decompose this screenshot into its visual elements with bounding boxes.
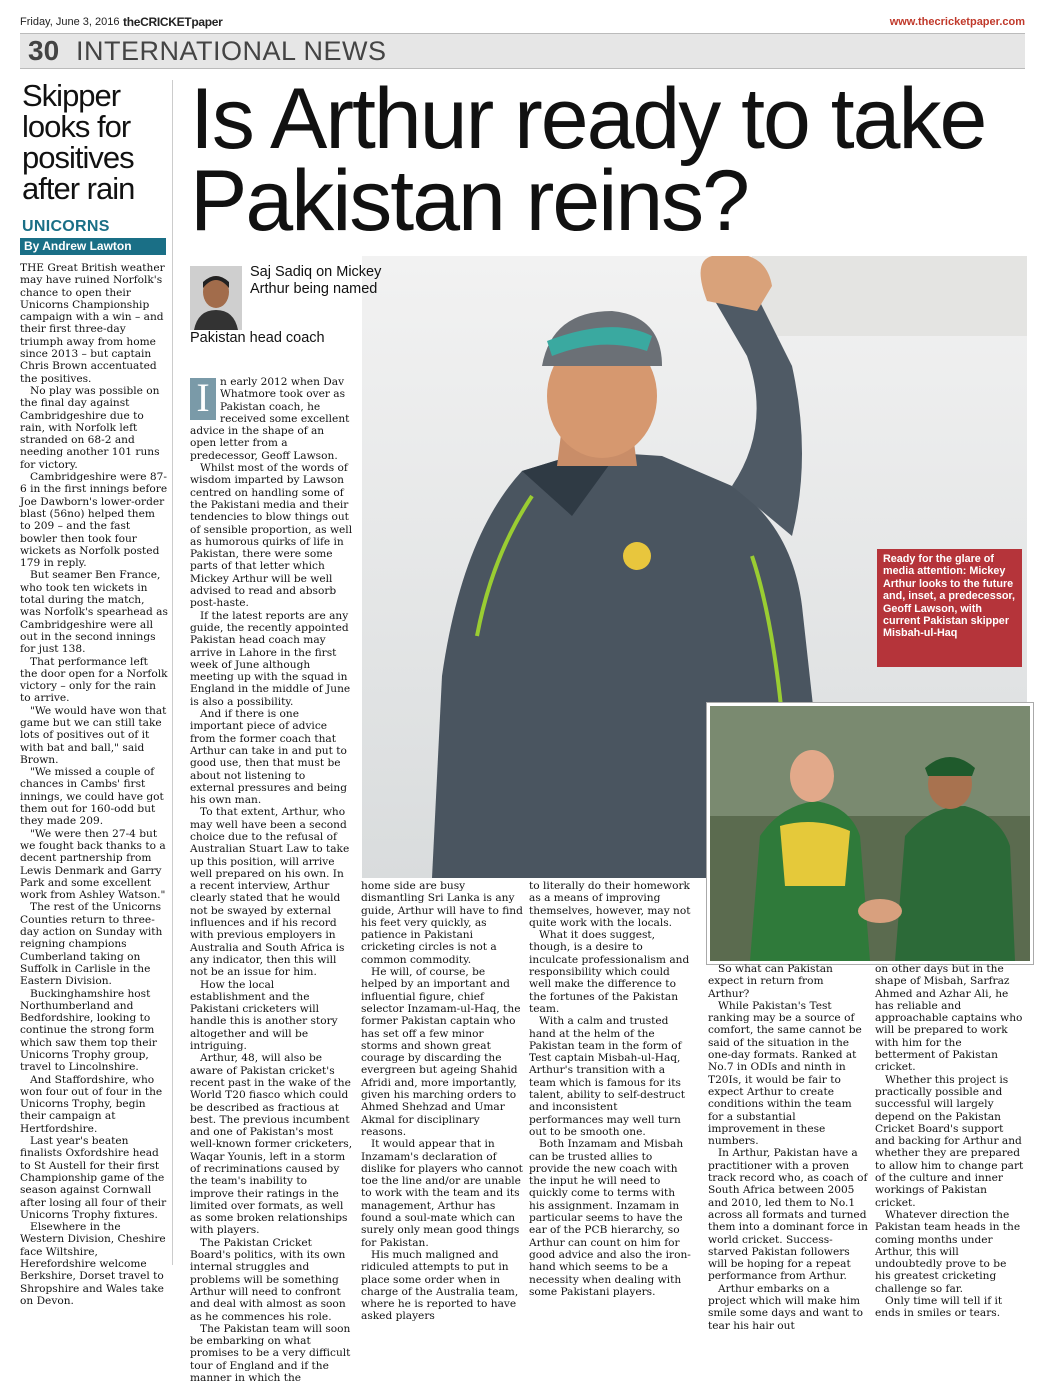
article-column-3 (529, 880, 692, 1298)
section-title: INTERNATIONAL NEWS (76, 36, 387, 66)
inset-photo-lawson-misbah (707, 703, 1033, 964)
photo-caption: Ready for the glare of media attention: Mickey Arthur looks to the future and, inset, a predecessor, Geoff Lawson, with current Pakistan skipper Misbah-ul-Haq (877, 549, 1022, 667)
side-story-tag: UNICORNS (22, 218, 110, 235)
paragraph: "We would have won that game but we can still take lots of positives out of it with bat and ball," said Brown. (20, 704, 167, 766)
main-headline: Is Arthur ready to take Pakistan reins? (190, 71, 986, 249)
author-headshot (190, 266, 242, 330)
paragraph: Elsewhere in the Western Division, Cheshire face Wiltshire, Herefordshire welcome Berkshire, Dorset travel to Shropshire and Wales take on Devon. (20, 1221, 166, 1307)
issue-date: Friday, June 3, 2016 (20, 16, 120, 28)
drop-cap: I (190, 378, 216, 420)
paragraph: THE Great British weather may have ruined Norfolk's chance to open their Unicorns Championship campaign with a win – and their first three-day triumph away from home since 2013 – but captain Chris Brown accentuated the positives. (20, 262, 165, 385)
paragraph: Only time will tell if it ends in smiles or tears. (875, 1295, 1003, 1320)
website-link[interactable]: www.thecricketpaper.com (889, 16, 1025, 28)
side-story-headline: Skipper looks for positives after rain (22, 78, 135, 206)
paragraph: His much maligned and ridiculed attempts to put in place some order when in charge of the Australia team, where he is reported to have asked players (361, 1248, 519, 1323)
paragraph: With a calm and trusted hand at the helm of the Pakistan team in the form of Test captain Misbah-ul-Haq, Arthur's transition with a team which is famous for its talent, ability to self-destruct and inconsistent performances may well turn out to be smooth one. (529, 1015, 685, 1138)
author-headshot-image (190, 266, 242, 330)
paragraph: home side are busy dismantling Sri Lanka is any guide, Arthur will have to find his feet very quickly, as patience in Pakistani cricketing circles is not a common commodity. (361, 880, 523, 966)
paragraph: Buckinghamshire host Northumberland and Bedfordshire, looking to continue the strong form which saw them top their Unicorns Trophy group, travel to Lincolnshire. (20, 987, 157, 1074)
article-column-1 (190, 376, 353, 1384)
paragraph: on other days but in the shape of Misbah, Sarfraz Ahmed and Azhar Ali, he has reliable and approachable captains who will be prepared to work with him for the betterment of Pakistan cricket. (875, 963, 1023, 1074)
masthead-bar (20, 14, 1025, 32)
paragraph: What it does suggest, though, is a desire to inculcate professionalism and responsibility which could well make the difference to the fortunes of the Pakistan team. (529, 929, 690, 1015)
inset-photo-image (710, 706, 1030, 961)
paragraph: If the latest reports are any guide, the recently appointed Pakistan head coach may arrive in Lahore in the first week of June although meeting up with the squad in England in the middle of June is also a possibility. (190, 609, 351, 708)
paragraph: How the local establishment and the Pakistani cricketers will handle this is another story altogether and will be intriguing. (190, 978, 338, 1053)
paper-brand: theCRICKETpaper (123, 15, 223, 29)
paragraph: "We were then 27-4 but we fought back thanks to a decent partnership from Lewis Denmark and Garry Park and some excellent work from Ashley Watson." (20, 827, 166, 902)
paragraph: The Pakistan Cricket Board's politics, with its own internal struggles and problems will be something Arthur will need to confront and deal with almost as soon as he commences his role. (190, 1236, 346, 1323)
paragraph: To that extent, Arthur, who may well have been a second choice due to the refusal of Australian Stuart Law to take up this position, will arrive well prepared on his own. In a recent interview, Arthur clearly stated that he would not be swayed by external influences and if his record with previous employers in Australia and South Africa is any indicator, then this will not be an issue for him. (190, 806, 350, 979)
standfirst-text: Saj Sadiq on Mickey Arthur being named (250, 264, 382, 297)
article-column-5 (875, 963, 1025, 1320)
paragraph: So what can Pakistan expect in return from Arthur? (708, 963, 833, 1000)
paragraph: Whatever direction the Pakistan team heads in the coming months under Arthur, this will undoubtedly prove to be his greatest cricketing challenge so far. (875, 1208, 1021, 1295)
side-story-byline: By Andrew Lawton (20, 238, 166, 255)
column-divider (172, 80, 173, 1265)
side-story-body (20, 262, 168, 1307)
paragraph: And if there is one important piece of advice from the former coach that Arthur can take in and put to good use, then that must be about not listening to external pressures and being his own man. (190, 708, 348, 807)
article-column-2 (361, 880, 523, 1323)
article-column-4 (708, 963, 868, 1332)
paragraph: Whether this project is practically possible and successful will largely depend on the Pakistan Cricket Board's support and backing for Arthur and whether they are prepared to allow him to change part of the culture and inner workings of Pakistan cricket. (875, 1073, 1024, 1209)
paragraph: But seamer Ben France, who took ten wickets in total during the match, was Norfolk's spearhead as Cambridgeshire were all out in the second innings for just 138. (20, 569, 168, 656)
paragraph: Last year's beaten finalists Oxfordshire head to St Austell for their first Championship game of the season against Cornwall after losing all four of their Unicorns Trophy fixtures. (20, 1135, 167, 1221)
paragraph: "We missed a couple of chances in Cambs' first innings, we could have got them out for 160-odd but they made 209. (20, 766, 164, 828)
paragraph: While Pakistan's Test ranking may be a source of comfort, the same cannot be said of the situation in the one-day formats. Ranked at No.7 in ODIs and ninth in T20Is, it would be fair to expect Arthur to create conditions within the team for a substantial improvement in these numbers. (708, 999, 862, 1148)
paragraph: Cambridgeshire were 87-6 in the first innings before Joe Dawborn's lower-order blast (56no) helped them to 209 – and the fast bowler then took four wickets as Norfolk posted 179 in reply. (20, 471, 168, 570)
paragraph: The Pakistan team will soon be embarking on what promises to be a very difficult tour of England and if the manner in which the (190, 1322, 351, 1384)
standfirst-block (190, 262, 382, 352)
paragraph: Arthur embarks on a project which will make him smile some days and want to tear his hair out (708, 1282, 864, 1332)
paragraph: It would appear that in Inzamam's declaration of dislike for players who cannot toe the line and/or are unable to work with the team and its management, Arthur has found a soul-mate which can surely only mean good things for Pakistan. (361, 1138, 523, 1249)
paragraph: Arthur, 48, will also be aware of Pakistan cricket's recent past in the wake of the World T20 fiasco which could be described as fractious at best. The previous incumbent and one of Pakistan's most well-known former cricketers, Waqar Younis, left in a storm of recriminations caused by the team's inability to improve their ratings in the limited over formats, as well as some broken relationships with players. (190, 1052, 353, 1237)
paragraph: Whilst most of the words of wisdom imparted by Lawson centred on handling some of the Pakistani media and their tendencies to blow things out of sensible proportion, as well as humorous quirks of life in Pakistan, there were some parts of that letter which Mickey Arthur will be well advised to read and absorb post-haste. (190, 462, 353, 610)
paragraph: In Arthur, Pakistan have a practitioner with a proven track record who, as coach of South Africa between 2005 and 2010, led them to No.1 across all formats and turned them into a dominant force in world cricket. Success-starved Pakistan followers will be hoping for a repeat performance from Arthur. (708, 1147, 868, 1283)
paragraph: And Staffordshire, who won four out of four in the Unicorns Trophy, begin their campaign at Hertfordshire. (20, 1073, 163, 1135)
paragraph: to literally do their homework as a means of improving themselves, however, may not quite work with the locals. (529, 880, 691, 929)
paragraph: That performance left the door open for a Norfolk victory – only for the rain to arrive. (20, 655, 168, 705)
paragraph: No play was possible on the final day against Cambridgeshire due to rain, with Norfolk left stranded on 68-2 and needing another 101 runs for victory. (20, 384, 160, 471)
paragraph: He will, of course, be helped by an important and influential figure, chief selector Inzamam-ul-Haq, the former Pakistan captain who has set off a few minor storms and shown great courage by discarding the evergreen but ageing Shahid Afridi and, more importantly, given his marching orders to Ahmed Shehzad and Umar Akmal for disciplinary reasons. (361, 966, 521, 1138)
paragraph: The rest of the Unicorns Counties return to three-day action on Sunday with reigning champions Cumberland taking on Suffolk in Carlisle in the Eastern Division. (20, 901, 163, 988)
paragraph: n early 2012 when Dav Whatmore took over as Pakistan coach, he received some excellent advice in the shape of an open letter from a predecessor, Geoff Lawson. (190, 376, 350, 462)
page-number: 30 (28, 35, 60, 66)
standfirst-text-cont: Pakistan head coach (190, 330, 325, 346)
section-bar (20, 33, 1025, 69)
paragraph: Both Inzamam and Misbah can be trusted allies to provide the new coach with the input he will need to quickly come to terms with his assignment. Inzamam in particular seems to have the ear of the PCB hierarchy, so Arthur can count on him for good advice and also the iron-hand which seems to be a necessity when dealing with some Pakistani players. (529, 1138, 691, 1298)
